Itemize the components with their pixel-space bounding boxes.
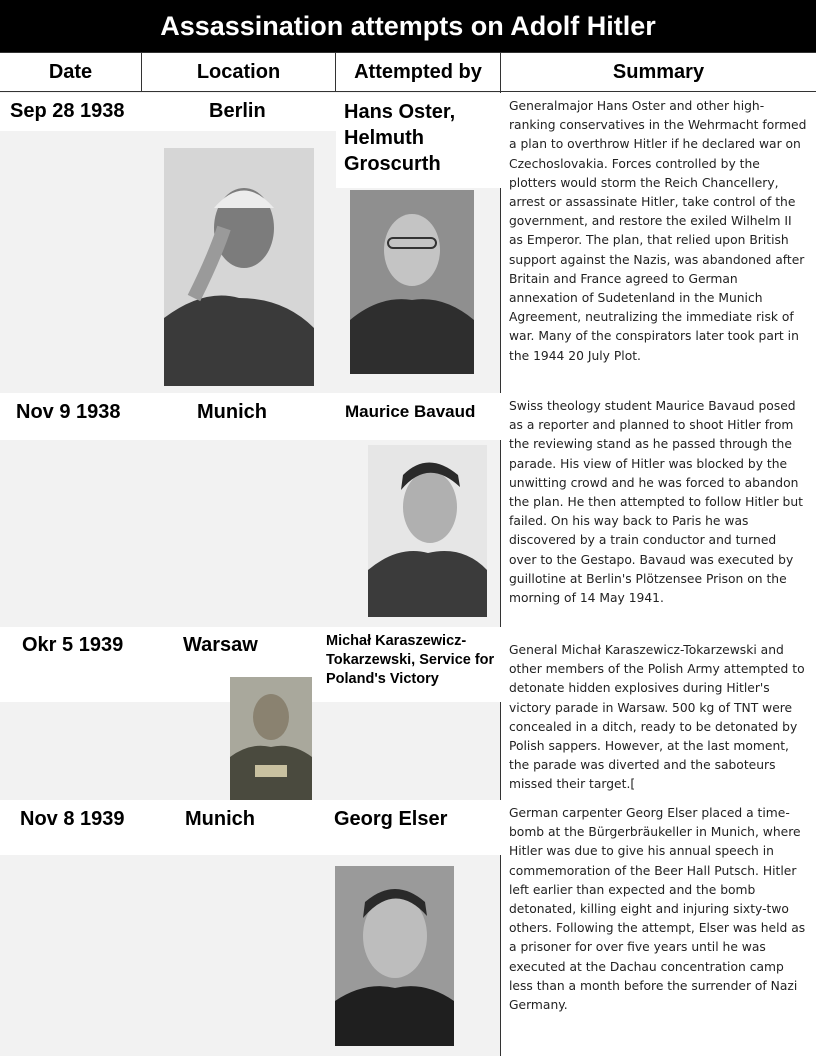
row1-date: Sep 28 1938 <box>10 100 125 122</box>
maurice-bavaud-photo <box>368 445 487 617</box>
row2-date: Nov 9 1938 <box>16 401 121 423</box>
row3-date: Okr 5 1939 <box>22 634 124 656</box>
hans-oster-photo <box>164 148 314 386</box>
row2-location: Munich <box>197 401 267 423</box>
header-date: Date <box>0 53 142 91</box>
page-title: Assassination attempts on Adolf Hitler <box>0 0 816 52</box>
row1-attempted-by: Hans Oster, Helmuth Groscurth <box>344 101 456 175</box>
helmuth-groscurth-photo <box>350 190 474 374</box>
row3-location: Warsaw <box>183 634 258 656</box>
georg-elser-photo <box>335 866 454 1046</box>
row4-summary: German carpenter Georg Elser placed a time-bomb at the Bürgerbräukeller in Munich, where Hitler was due to give his annual speech in commemoration of the Beer Hall Putsch. Hitler left earlier than expected and the bomb detonated, killing eight and injuring sixty-two others. Following the attempt, Elser was held as a prisoner for over five years until he was executed at the Dachau concentration camp less than a month before the surrender of Nazi Germany. <box>509 806 806 1013</box>
row2-summary: Swiss theology student Maurice Bavaud posed as a reporter and planned to shoot Hitler from the reviewing stand as he passed through the parade. His view of Hitler was blocked by the unwitting crowd and he was forced to abandon the plan. He then attempted to follow Hitler but failed. On his way back to Paris he was discovered by a train conductor and turned over to the Gestapo. Bavaud was executed by guillotine at Berlin's Plötzensee Prison on the morning of 14 May 1941. <box>509 399 803 606</box>
row2-attempted-by: Maurice Bavaud <box>345 402 476 421</box>
header-attempted-by: Attempted by <box>336 53 501 91</box>
row4-attempted-by: Georg Elser <box>334 808 448 830</box>
row3-attempted-by: Michał Karaszewicz-Tokarzewski, Service for Poland's Victory <box>326 633 495 687</box>
column-divider <box>500 92 501 1056</box>
row1-location: Berlin <box>209 100 266 122</box>
karaszewicz-tokarzewski-photo <box>230 677 312 800</box>
table-header <box>0 52 816 92</box>
row4-location: Munich <box>185 808 255 830</box>
header-location: Location <box>142 53 336 91</box>
row3-summary: General Michał Karaszewicz-Tokarzewski and other members of the Polish Army attempted to detonate hidden explosives during Hitler's victory parade in Warsaw. 500 kg of TNT were concealed in a ditch, ready to be detonated by Polish sappers. However, at the last moment, the parade was diverted and the saboteurs missed their target.[ <box>509 643 805 792</box>
row4-date: Nov 8 1939 <box>20 808 125 830</box>
row1-summary: Generalmajor Hans Oster and other high-ranking conservatives in the Wehrmacht formed a plan to overthrow Hitler if he declared war on Czechoslovakia. Forces controlled by the plotters would storm the Reich Chancellery, arrest or assassinate Hitler, take control of the government, and restore the exiled Wilhelm II as Emperor. The plan, that relied upon British support against the Nazis, was abandoned after Britain and France agreed to German annexation of Sudetenland in the Munich Agreement, neutralizing the immediate risk of war. Many of the conspirators later took part in the 1944 20 July Plot. <box>509 99 807 363</box>
header-summary: Summary <box>612 60 705 83</box>
